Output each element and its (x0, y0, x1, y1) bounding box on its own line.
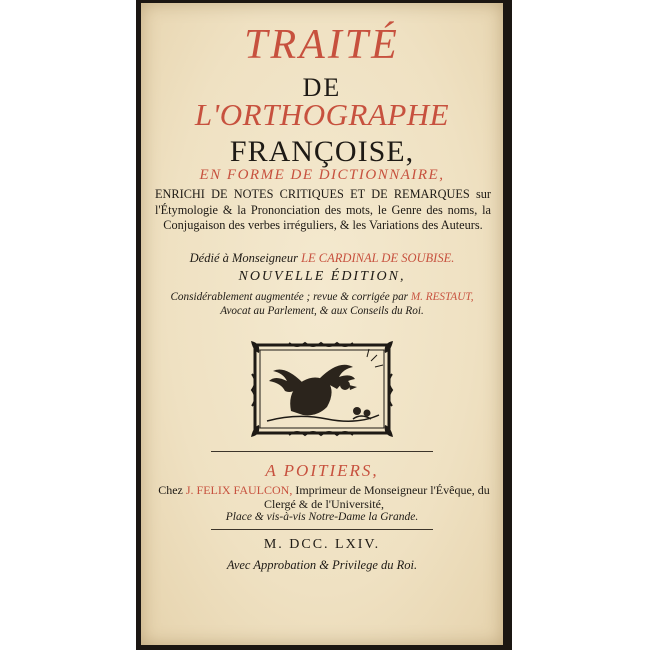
subtitle-forme: EN FORME DE DICTIONNAIRE, (199, 167, 445, 183)
title-page (141, 3, 503, 645)
divider-top (211, 451, 433, 452)
title-orthographe: L'ORTHOGRAPHE (194, 97, 450, 132)
dedication-prefix: Dédié à Monseigneur (189, 251, 298, 265)
place-line: A POITIERS, (265, 461, 379, 480)
title-de: DE (302, 73, 342, 102)
edition-line: NOUVELLE ÉDITION, (238, 269, 406, 284)
address-line: Place & vis-à-vis Notre-Dame la Grande. (225, 511, 419, 523)
dedication-name: LE CARDINAL DE SOUBISE. (301, 251, 455, 265)
author-title: Avocat au Parlement, & aux Conseils du Roi. (220, 305, 424, 317)
privilege-line: Avec Approbation & Privilege du Roi. (226, 558, 418, 572)
eagle-vignette-icon (249, 339, 395, 439)
printer-rest: Imprimeur de Monseigneur l'Évêque, du Clergé & de l'Université, (264, 483, 490, 511)
considerably-text: Considérablement augmentée ; revue & corrigée par (170, 291, 409, 303)
printer-name: J. FELIX FAULCON, (185, 483, 293, 497)
title-francoise: FRANÇOISE, (229, 135, 415, 168)
description-paragraph: ENRICHI DE NOTES CRITIQUES ET DE REMARQUES sur l'Étymologie & la Prononciation des mots, le Genre des noms, la Conjugaison des verbes irréguliers, & les Variations des Auteurs. (155, 187, 491, 232)
date-line: M. DCC. LXIV. (263, 537, 381, 552)
author-name: M. RESTAUT, (410, 291, 474, 303)
dedication-line (141, 251, 503, 266)
printer-block (149, 483, 499, 511)
printer-prefix: Chez (158, 483, 183, 497)
page-title: TRAITÉ (244, 22, 400, 68)
divider-bottom (211, 529, 433, 530)
considerably-block (147, 290, 497, 318)
